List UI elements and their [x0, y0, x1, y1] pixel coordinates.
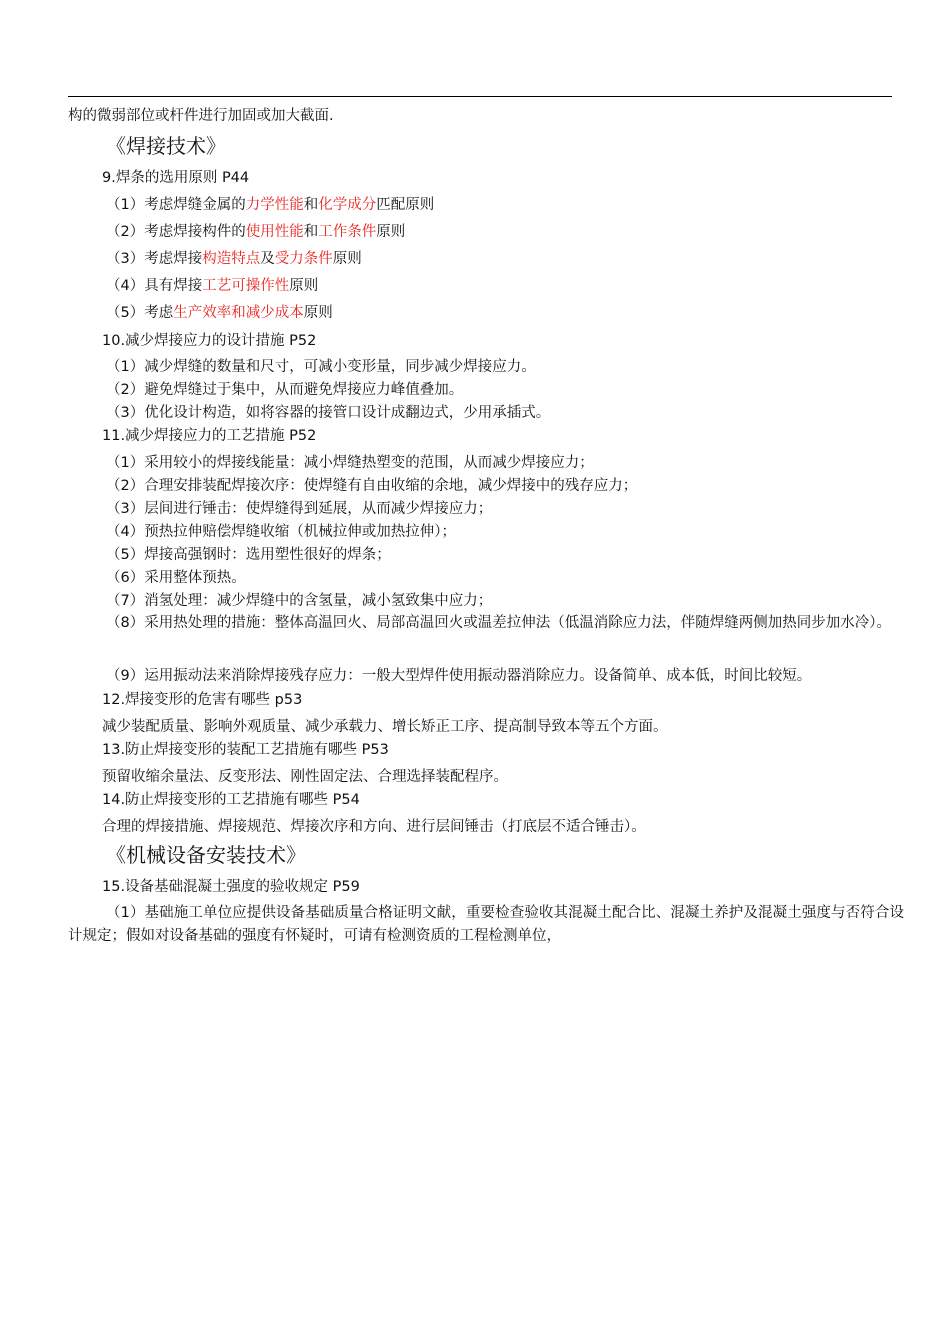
q11-item-7: （7）消氢处理：减少焊缝中的含氢量，减小氢致集中应力；: [106, 593, 493, 609]
q9-item-3-mid: 及: [260, 251, 275, 267]
q9-item-3-highlight-2: 受力条件: [274, 251, 333, 267]
q14-answer: 合理的焊接措施、焊接规范、焊接次序和方向、进行层间锤击（打底层不适合锤击）。: [102, 819, 646, 835]
q11-item-3: （3）层间进行锤击：使焊缝得到延展，从而减少焊接应力；: [106, 501, 493, 517]
q9-item-3: [106, 249, 362, 269]
section-heading-mechanical: 《机械设备安装技术》: [106, 843, 306, 867]
q9-item-4-highlight-1: 工艺可操作性: [202, 278, 290, 294]
q9-title: 9.焊条的选用原则 P44: [102, 170, 250, 186]
q13-title: 13.防止焊接变形的装配工艺措施有哪些 P53: [102, 742, 389, 758]
q9-item-1-highlight-2: 化学成分: [318, 197, 377, 213]
q13-answer: 预留收缩余量法、反变形法、刚性固定法、合理选择装配程序。: [102, 769, 508, 785]
q9-item-4: [106, 276, 318, 296]
q11-item-8: （8）采用热处理的措施：整体高温回火、局部高温回火或温差拉伸法（低温消除应力法，伴随焊缝两侧加热同步加水冷）。: [106, 615, 891, 631]
q9-item-1: [106, 195, 434, 215]
q9-item-1-mid: 和: [303, 197, 319, 213]
intro-text: 构的微弱部位或杆件进行加固或加大截面.: [68, 108, 334, 124]
q10-item-2: （2）避免焊缝过于集中，从而避免焊接应力峰值叠加。: [106, 382, 464, 398]
q9-item-1-pre: （1）考虑焊缝金属的: [106, 197, 246, 213]
q9-item-2-pre: （2）考虑焊接构件的: [106, 224, 246, 240]
q9-item-1-highlight-1: 力学性能: [245, 197, 304, 213]
q11-item-6: （6）采用整体预热。: [106, 570, 246, 586]
q15-title: 15.设备基础混凝土强度的验收规定 P59: [102, 879, 360, 895]
q15-item-1: （1）基础施工单位应提供设备基础质量合格证明文献，重要检查验收其混凝土配合比、混凝土养护及混凝土强度与否符合设计规定；假如对设备基础的强度有怀疑时，可请有检测资质的工程检测单位，: [68, 905, 904, 944]
q9-item-3-post: 原则: [332, 251, 362, 267]
q11-item-5: （5）焊接高强钢时：选用塑性很好的焊条；: [106, 547, 391, 563]
q9-item-2-highlight-1: 使用性能: [245, 224, 304, 240]
q12-answer: 减少装配质量、影响外观质量、减少承载力、增长矫正工序、提高制导致本等五个方面。: [102, 719, 668, 735]
q10-item-3: （3）优化设计构造，如将容器的接管口设计成翻边式，少用承插式。: [106, 405, 551, 421]
q11-item-9: （9）运用振动法来消除焊接残存应力：一般大型焊件使用振动器消除应力。设备简单、成本低，时间比较短。: [106, 668, 812, 684]
q11-item-1: （1）采用较小的焊接线能量：减小焊缝热塑变的范围，从而减少焊接应力；: [106, 455, 594, 471]
q14-title: 14.防止焊接变形的工艺措施有哪些 P54: [102, 792, 360, 808]
q11-item-4: （4）预热拉伸赔偿焊缝收缩（机械拉伸或加热拉伸）；: [106, 524, 456, 540]
q11-item-2: （2）合理安排装配焊接次序：使焊缝有自由收缩的余地，减少焊接中的残存应力；: [106, 478, 638, 494]
q9-item-3-pre: （3）考虑焊接: [106, 251, 203, 267]
q9-item-2: [106, 222, 405, 242]
q9-item-3-highlight-1: 构造特点: [202, 251, 261, 267]
q9-item-2-mid: 和: [303, 224, 319, 240]
section-heading-welding: 《焊接技术》: [106, 134, 226, 158]
q9-item-2-post: 原则: [376, 224, 406, 240]
q9-item-5: [106, 303, 333, 323]
q9-item-5-highlight-1: 生产效率和减少成本: [173, 305, 304, 321]
q9-item-1-post: 匹配原则: [376, 197, 435, 213]
q10-item-1: （1）减少焊缝的数量和尺寸，可减小变形量，同步减少焊接应力。: [106, 359, 536, 375]
q9-item-4-post: 原则: [289, 278, 319, 294]
q11-title: 11.减少焊接应力的工艺措施 P52: [102, 428, 317, 444]
q9-item-2-highlight-2: 工作条件: [318, 224, 377, 240]
q12-title: 12.焊接变形的危害有哪些 p53: [102, 692, 303, 708]
q9-item-5-post: 原则: [303, 305, 333, 321]
q10-title: 10.减少焊接应力的设计措施 P52: [102, 333, 317, 349]
q9-item-5-pre: （5）考虑: [106, 305, 174, 321]
q9-item-4-pre: （4）具有焊接: [106, 278, 203, 294]
header-rule: [68, 96, 892, 97]
